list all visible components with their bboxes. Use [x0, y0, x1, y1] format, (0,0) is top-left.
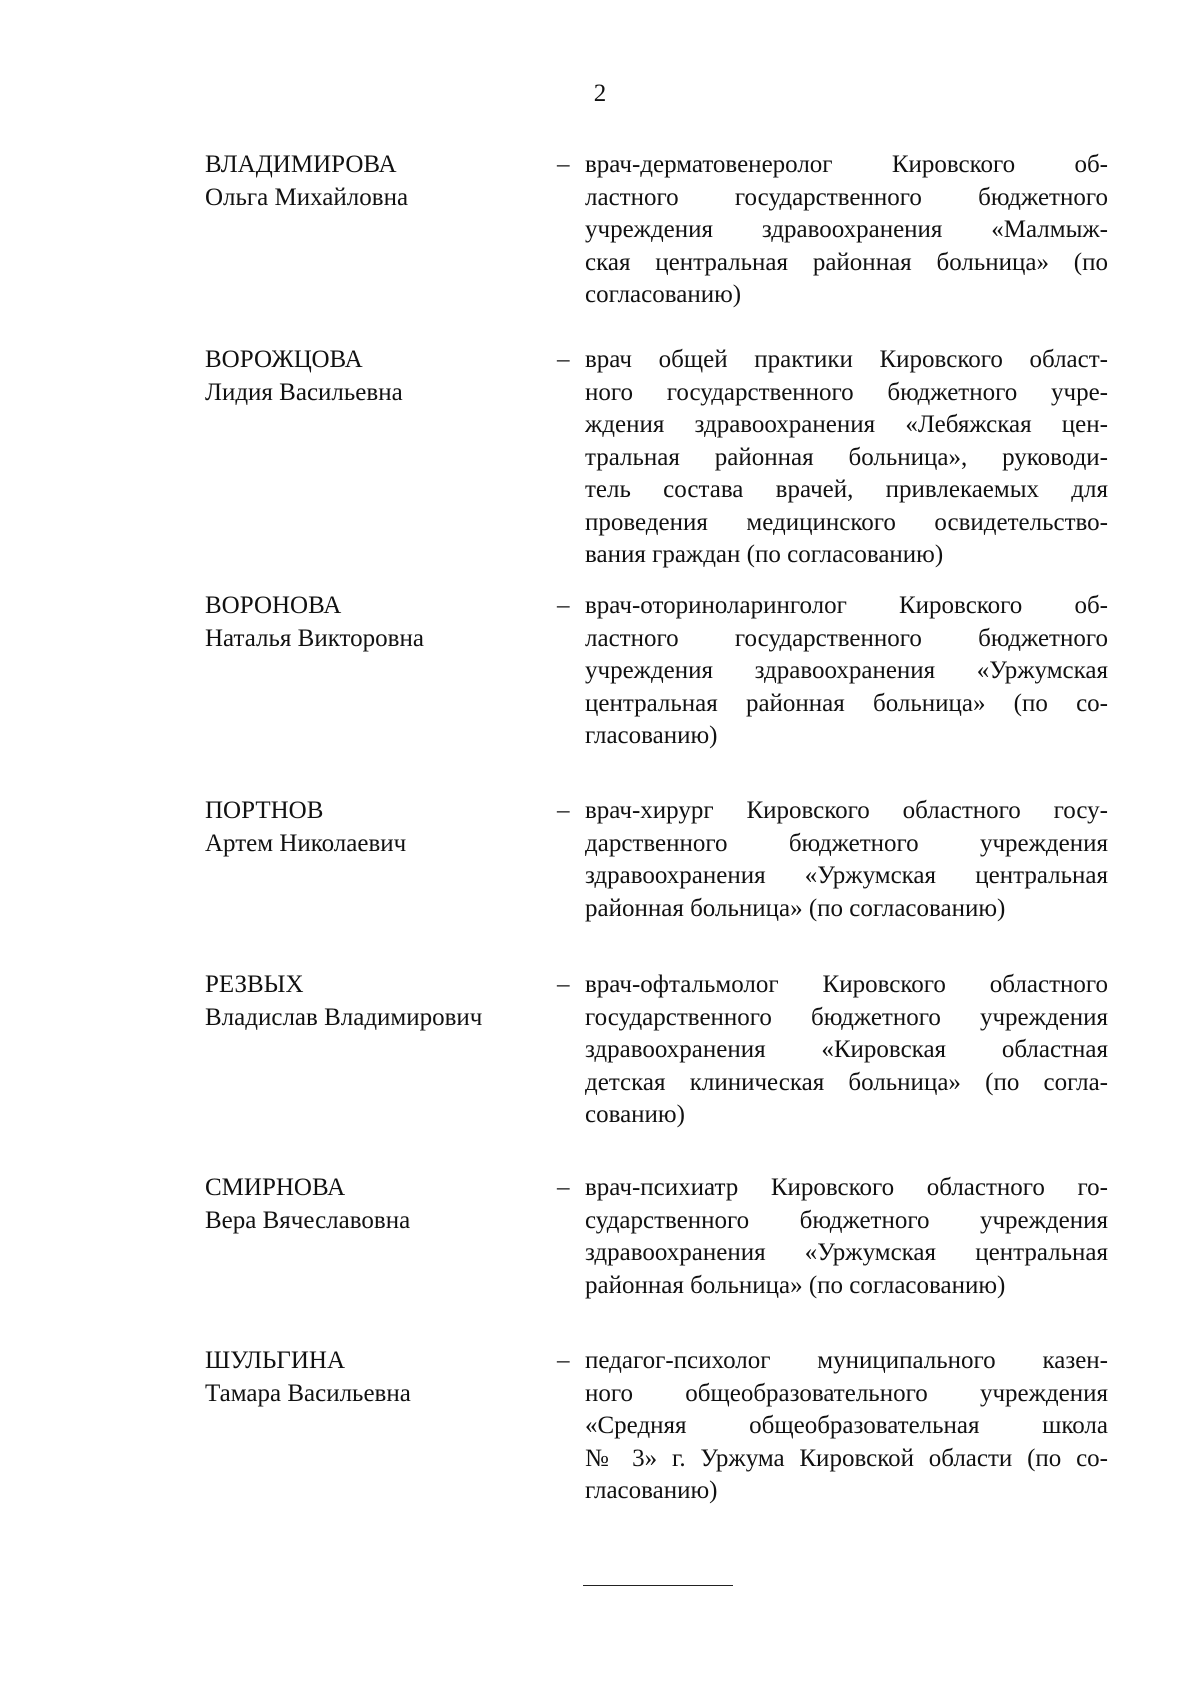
member-role — [585, 149, 1108, 312]
role-line: сованию) — [585, 1101, 685, 1128]
role-line: тральная районная больница», руководи- — [585, 443, 1108, 471]
page-number: 2 — [593, 80, 607, 107]
role-line: вания граждан (по согласованию) — [585, 541, 944, 568]
member-role — [585, 344, 1108, 572]
role-line: здравоохранения «Уржумская центральная — [585, 862, 1108, 889]
role-line: тель состава врачей, привлекаемых для — [585, 476, 1108, 503]
dash-separator: – — [557, 592, 570, 619]
closing-rule — [583, 1585, 733, 1586]
role-line: ластного государственного бюджетного — [585, 624, 1108, 652]
member-name — [205, 344, 535, 409]
role-line: здравоохранения «Уржумская центральная — [585, 1239, 1108, 1266]
role-line: ская центральная районная больница» (по — [585, 248, 1108, 276]
member-given-name: Наталья Викторовна — [205, 624, 424, 652]
member-given-name: Ольга Михайловна — [205, 183, 409, 211]
member-given-name: Артем Николаевич — [205, 829, 407, 857]
member-surname: ВОРОЖЦОВА — [205, 346, 363, 373]
role-line: № 3» г. Уржума Кировской области (по со- — [585, 1444, 1108, 1472]
member-role — [585, 1345, 1108, 1508]
role-line: центральная районная больница» (по со- — [585, 689, 1108, 717]
member-name — [205, 795, 535, 860]
member-name — [205, 1345, 535, 1410]
role-line: районная больница» (по согласованию) — [585, 1271, 1006, 1299]
role-line: государственного бюджетного учреждения — [585, 1003, 1108, 1031]
member-name — [205, 969, 535, 1034]
member-surname: ВЛАДИМИРОВА — [205, 151, 397, 178]
member-role — [585, 969, 1108, 1132]
member-given-name: Владислав Владимирович — [205, 1003, 483, 1031]
member-role — [585, 795, 1108, 925]
member-given-name: Вера Вячеславовна — [205, 1206, 411, 1234]
member-surname: ШУЛЬГИНА — [205, 1347, 346, 1374]
role-line: сударственного бюджетного учреждения — [585, 1206, 1108, 1234]
role-line: ждения здравоохранения «Лебяжская цен- — [585, 411, 1108, 438]
role-line: учреждения здравоохранения «Малмыж- — [585, 216, 1108, 243]
role-line: гласованию) — [585, 722, 718, 749]
role-line: врач-хирург Кировского областного госу- — [585, 797, 1108, 824]
role-line: ластного государственного бюджетного — [585, 183, 1108, 211]
dash-separator: – — [557, 971, 570, 998]
role-line: дарственного бюджетного учреждения — [585, 829, 1108, 857]
role-line: учреждения здравоохранения «Уржумская — [585, 657, 1108, 684]
role-line: врач общей практики Кировского област- — [585, 346, 1108, 373]
role-line: педагог-психолог муниципального казен- — [585, 1347, 1108, 1374]
member-name — [205, 1172, 535, 1237]
member-role — [585, 1172, 1108, 1302]
role-line: врач-дерматовенеролог Кировского об- — [585, 151, 1108, 178]
member-given-name: Лидия Васильевна — [205, 378, 403, 406]
member-name — [205, 590, 535, 655]
role-line: врач-психиатр Кировского областного го- — [585, 1174, 1108, 1201]
dash-separator: – — [557, 797, 570, 824]
dash-separator: – — [557, 1174, 570, 1201]
member-surname: ПОРТНОВ — [205, 797, 324, 824]
role-line: здравоохранения «Кировская областная — [585, 1036, 1108, 1063]
role-line: ного общеобразовательного учреждения — [585, 1379, 1108, 1407]
role-line: гласованию) — [585, 1477, 718, 1504]
member-surname: РЕЗВЫХ — [205, 971, 304, 998]
role-line: согласованию) — [585, 281, 742, 308]
dash-separator: – — [557, 346, 570, 373]
dash-separator: – — [557, 1347, 570, 1374]
role-line: ного государственного бюджетного учре- — [585, 378, 1108, 406]
member-name — [205, 149, 535, 214]
role-line: врач-оториноларинголог Кировского об- — [585, 592, 1108, 619]
member-role — [585, 590, 1108, 753]
member-surname: ВОРОНОВА — [205, 592, 342, 619]
role-line: проведения медицинского освидетельство- — [585, 508, 1108, 536]
role-line: «Средняя общеобразовательная школа — [585, 1412, 1108, 1439]
member-given-name: Тамара Васильевна — [205, 1379, 411, 1407]
role-line: детская клиническая больница» (по согла- — [585, 1068, 1108, 1096]
member-surname: СМИРНОВА — [205, 1174, 346, 1201]
role-line: врач-офтальмолог Кировского областного — [585, 971, 1108, 998]
role-line: районная больница» (по согласованию) — [585, 894, 1006, 922]
dash-separator: – — [557, 151, 570, 178]
